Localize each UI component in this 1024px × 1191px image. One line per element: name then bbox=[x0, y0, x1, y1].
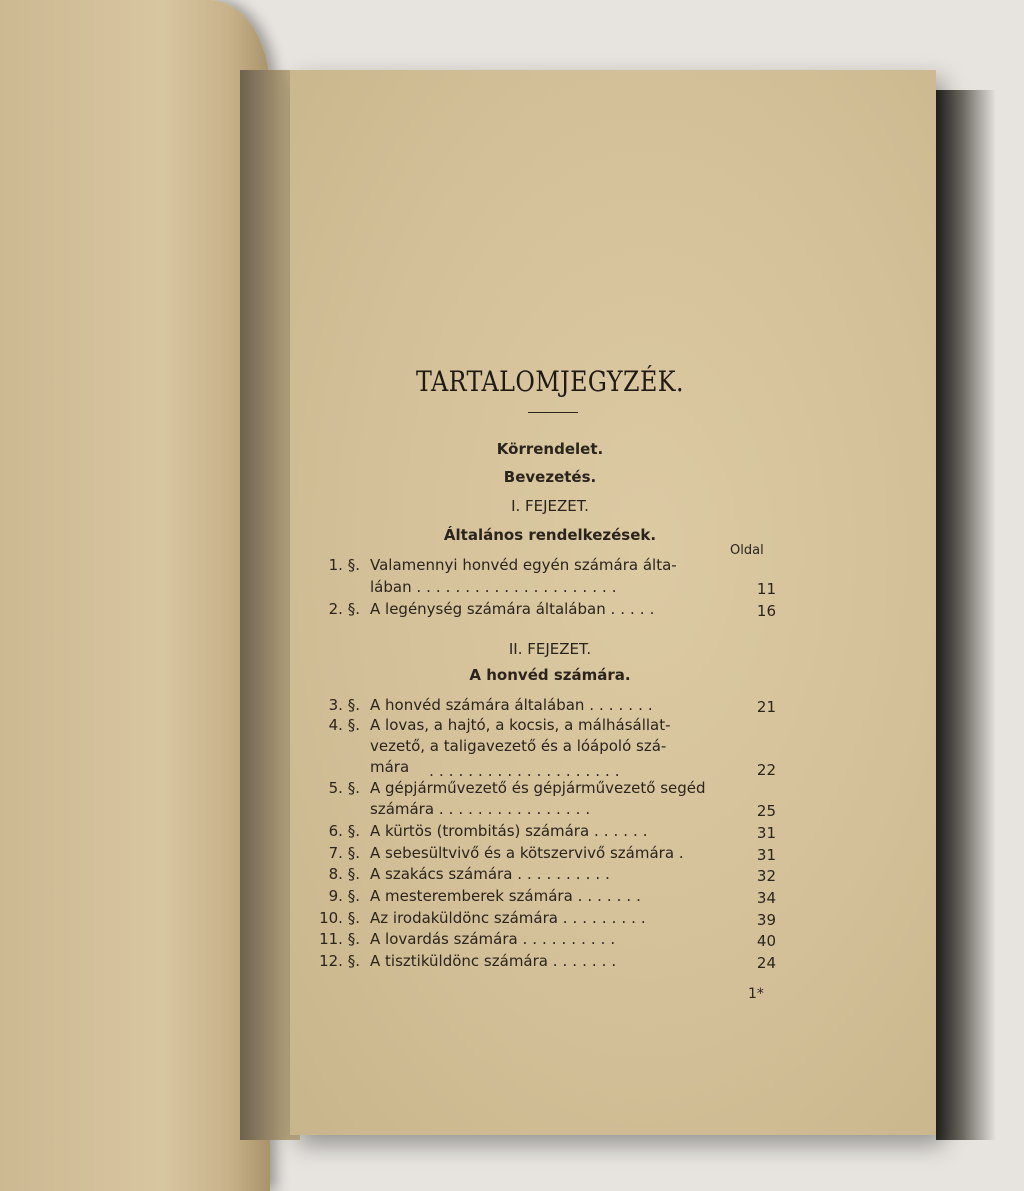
entry-text: A szakács számára .......... bbox=[370, 865, 615, 883]
page-column-label: Oldal bbox=[730, 543, 764, 558]
entry-text: A kürtös (trombitás) számára ...... bbox=[370, 822, 653, 840]
entry-text: A sebesültvivő és a kötszervivő számára . bbox=[370, 844, 689, 862]
entry-page: 31 bbox=[756, 846, 776, 864]
section-bevezetes: Bevezetés. bbox=[503, 468, 597, 486]
entry-number: 4. §. bbox=[328, 716, 360, 734]
entry-number: 6. §. bbox=[328, 822, 360, 840]
signature-mark: 1* bbox=[748, 986, 764, 1002]
entry-text: Valamennyi honvéd egyén számára álta- bbox=[370, 556, 677, 574]
chapter-2-heading: II. FEJEZET. bbox=[508, 640, 592, 658]
entry-text: mára bbox=[370, 758, 410, 776]
entry-page: 31 bbox=[756, 824, 776, 842]
entry-number: 3. §. bbox=[328, 696, 360, 714]
chapter-1-title: Általános rendelkezések. bbox=[443, 526, 657, 544]
entry-number: 9. §. bbox=[328, 887, 360, 905]
entry-text: A lovardás számára .......... bbox=[370, 930, 621, 948]
toc-title: TARTALOMJEGYZÉK. bbox=[416, 365, 684, 398]
chapter-2-title: A honvéd számára. bbox=[469, 666, 631, 684]
entry-number: 1. §. bbox=[328, 556, 360, 574]
entry-page: 25 bbox=[756, 802, 776, 820]
entry-text: A lovas, a hajtó, a kocsis, a málhásállat- bbox=[370, 716, 671, 734]
entry-page: 22 bbox=[756, 761, 776, 779]
entry-text: A tisztiküldönc számára ....... bbox=[370, 952, 622, 970]
entry-number: 5. §. bbox=[328, 779, 360, 797]
entry-page: 32 bbox=[756, 867, 776, 885]
entry-number: 2. §. bbox=[328, 600, 360, 618]
entry-text: A honvéd számára általában ....... bbox=[370, 696, 658, 714]
entry-text: vezető, a taligavezető és a lóápoló szá- bbox=[370, 737, 667, 755]
entry-number: 11. §. bbox=[319, 930, 360, 948]
entry-text: lában ..................... bbox=[370, 578, 622, 596]
entry-number: 12. §. bbox=[319, 952, 360, 970]
entry-page: 40 bbox=[756, 932, 776, 950]
entry-number: 7. §. bbox=[328, 844, 360, 862]
entry-text: A legénység számára általában ..... bbox=[370, 600, 660, 618]
entry-page: 16 bbox=[756, 602, 776, 620]
left-page bbox=[0, 0, 270, 1191]
chapter-1-heading: I. FEJEZET. bbox=[511, 497, 589, 515]
entry-text: számára ................ bbox=[370, 800, 596, 818]
entry-page: 39 bbox=[756, 911, 776, 929]
entry-dots: .................... bbox=[429, 762, 625, 780]
entry-text: A gépjárművezető és gépjárművezető segéd bbox=[370, 779, 706, 797]
entry-text: A mesteremberek számára ....... bbox=[370, 887, 646, 905]
entry-text: Az irodaküldönc számára ......... bbox=[370, 909, 651, 927]
entry-page: 34 bbox=[756, 889, 776, 907]
entry-page: 21 bbox=[756, 698, 776, 716]
title-rule bbox=[528, 412, 578, 413]
page-shadow bbox=[936, 90, 996, 1140]
entry-number: 8. §. bbox=[328, 865, 360, 883]
entry-number: 10. §. bbox=[319, 909, 360, 927]
entry-page: 11 bbox=[756, 580, 776, 598]
section-korrendelet: Körrendelet. bbox=[496, 440, 604, 458]
entry-page: 24 bbox=[756, 954, 776, 972]
